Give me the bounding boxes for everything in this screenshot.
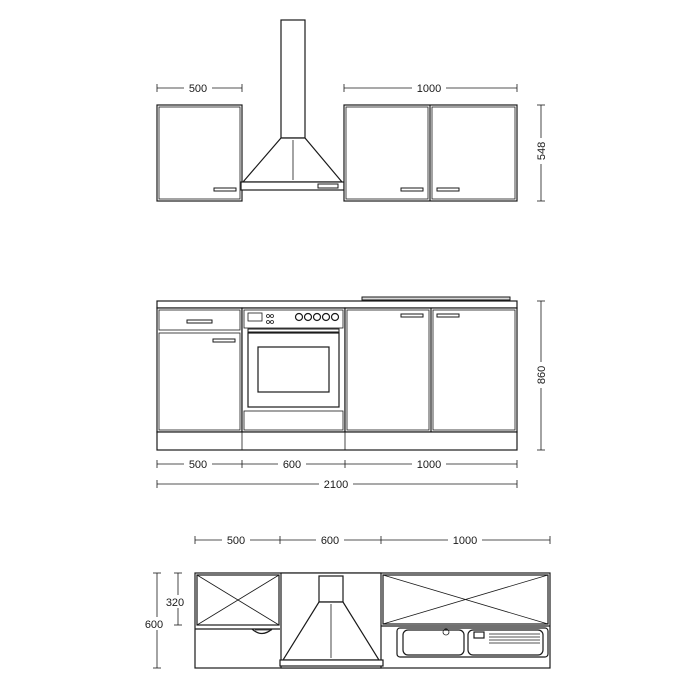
dim-plan-w2-label: 600 [320,535,340,547]
dim-plan-depth-base-label: 600 [144,619,164,631]
cabinet-handle [437,314,459,317]
cabinet-handle [437,188,459,191]
dim-base-w3-label: 1000 [416,459,442,471]
plinth [157,432,517,450]
cabinet-handle [213,339,235,342]
dim-plan-depth-upper-label: 320 [165,597,185,609]
dim-upper-right-label: 1000 [416,83,442,95]
dim-base-widths [157,457,517,471]
plan-hood [280,573,383,668]
dim-plan-w3-label: 1000 [452,535,478,547]
chimney-hood [241,20,344,190]
dim-base-height-label: 860 [536,365,548,385]
dim-base-height [533,301,549,450]
dim-upper-right [344,81,517,95]
cabinet-handle [401,314,423,317]
hob-edge [362,297,510,300]
dim-base-total-label: 2100 [323,479,349,491]
dim-plan-w1-label: 500 [226,535,246,547]
dim-upper-height-label: 548 [536,141,548,161]
base-cabinets-elevation [157,297,549,491]
dim-base-w1-label: 500 [188,459,208,471]
oven [242,308,345,432]
dim-plan-widths [195,533,550,547]
drawer-handle [187,320,212,323]
upper-cabinets-elevation [157,20,549,201]
plan-sink [397,628,548,657]
dim-upper-left-label: 500 [188,83,208,95]
dim-upper-height [533,105,549,201]
cabinet-handle [214,188,236,191]
cabinet-handle [401,188,423,191]
wall-cabinet-right [344,105,517,201]
dim-base-w2-label: 600 [282,459,302,471]
dim-base-total [157,477,517,491]
base-cabinet-right [345,308,517,432]
dim-plan-depths [142,573,185,668]
wall-cabinet-left [157,105,242,201]
plan-view [142,533,550,668]
dim-upper-left [157,81,242,95]
base-cabinet-left [157,308,242,432]
worktop [157,301,517,308]
